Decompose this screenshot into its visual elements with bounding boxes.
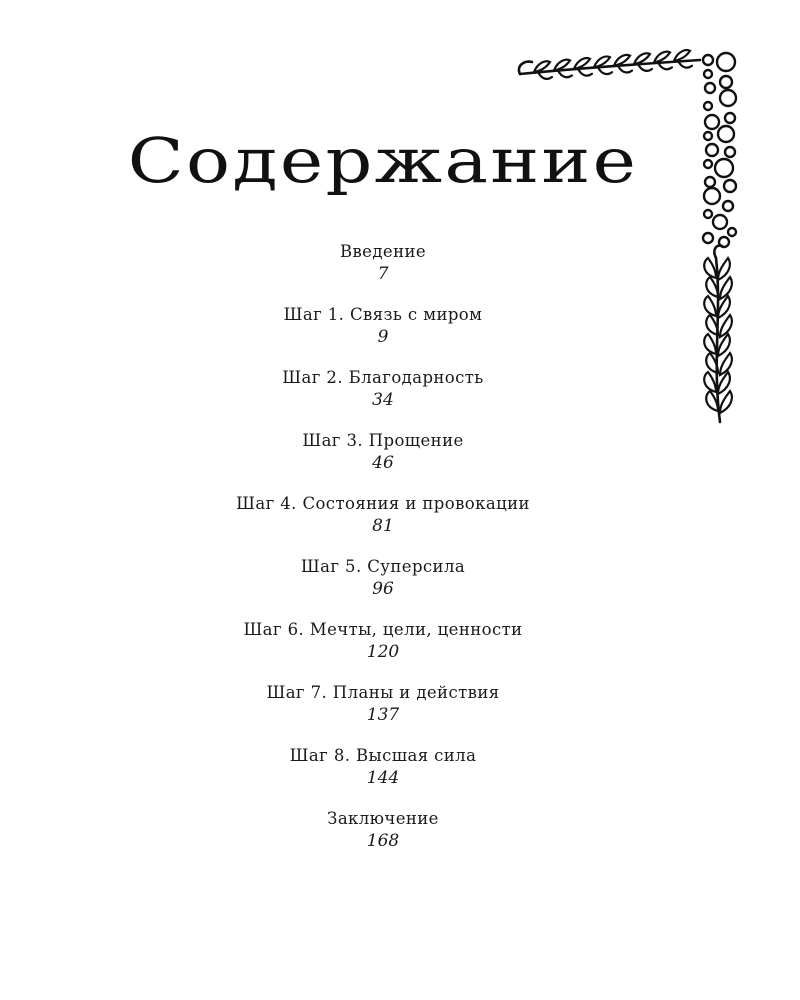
toc-entry-label: Заключение — [327, 809, 439, 828]
toc-entry-page: 81 — [372, 516, 394, 536]
toc-entry-label: Шаг 7. Планы и действия — [266, 683, 500, 702]
circle-chain-icon — [703, 53, 736, 247]
toc-entry-label: Шаг 8. Высшая сила — [289, 746, 477, 765]
toc-entry-page: 9 — [377, 327, 389, 347]
toc-entry-page: 144 — [366, 768, 400, 788]
toc-entry-label: Шаг 2. Благодарность — [282, 368, 484, 387]
toc-entry-label: Шаг 1. Связь с миром — [283, 305, 483, 324]
toc-entry-label: Шаг 5. Суперсила — [300, 557, 466, 576]
toc-entry-page: 96 — [372, 579, 394, 599]
toc-entry-page: 7 — [377, 264, 389, 284]
toc-entry-label: Шаг 3. Прощение — [302, 431, 464, 450]
toc-entry-page: 168 — [366, 831, 400, 851]
laurel-branch-icon — [519, 50, 700, 79]
toc-entry-label: Шаг 4. Состояния и провокации — [236, 494, 530, 513]
toc-entry-page: 120 — [366, 642, 400, 662]
toc-entry-label: Введение — [339, 242, 427, 261]
page-title: Содержание — [127, 123, 639, 197]
leaf-vine-icon — [704, 246, 732, 422]
toc-entry-page: 46 — [372, 453, 394, 473]
toc-entry-page: 34 — [372, 390, 394, 410]
toc-entry-label: Шаг 6. Мечты, цели, ценности — [243, 620, 523, 639]
toc-entry-page: 137 — [366, 705, 400, 725]
